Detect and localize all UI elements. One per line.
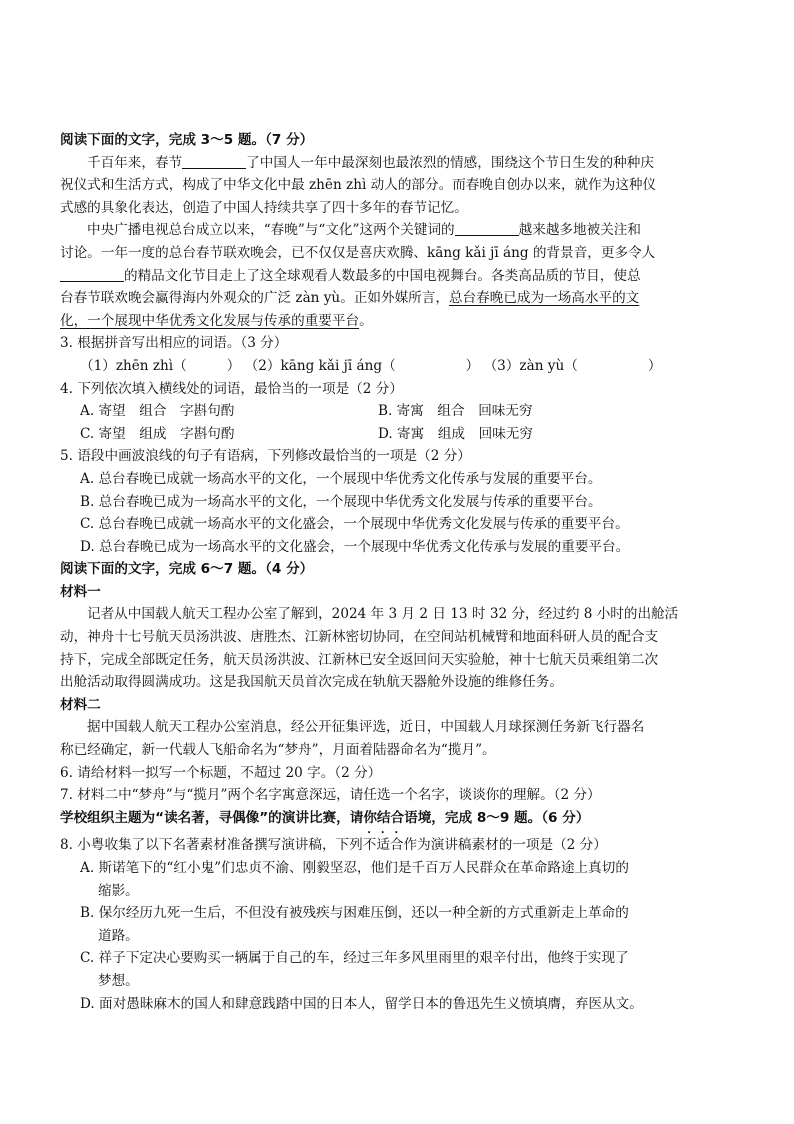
question-7-stem: 7. 材料二中“梦舟”与“揽月”两个名字寓意深远，请任选一个名字，谈谈你的理解。（2 分） xyxy=(60,787,601,804)
question-8-option-c-line1[interactable]: C. 祥子下定决心要购买一辆属于自己的车，经过三年多风里雨里的艰辛付出，他终于实现了 xyxy=(80,950,629,967)
material-2-line2: 称已经确定，新一代载人飞船命名为“梦舟”，月面着陆器命名为“揽月”。 xyxy=(60,742,496,759)
question-5-option-b[interactable]: B. 总台春晚已成为一场高水平的文化，一个展现中华优秀文化发展与传承的重要平台。 xyxy=(80,493,602,510)
question-5-option-d[interactable]: D. 总台春晚已成为一场高水平的文化盛会，一个展现中华优秀文化传承与发展的重要平台。 xyxy=(80,538,630,555)
wavy-underlined-sentence-part1: 总台春晚已成为一场高水平的文 xyxy=(448,290,640,307)
passage1-paragraph2-line4: 台春节联欢晚会赢得海内外观众的广泛 zàn yù。正如外媒所言，总台春晚已成为一场高水平的文 xyxy=(60,290,640,307)
passage1-paragraph2-line5: 化，一个展现中华优秀文化发展与传承的重要平台。 xyxy=(60,312,373,329)
question-5-stem: 5. 语段中画波浪线的句子有语病，下列修改最恰当的一项是（2 分） xyxy=(60,448,471,465)
question-4-option-b[interactable]: B. 寄寓 组合 回味无穷 xyxy=(378,403,533,420)
question-4-option-a[interactable]: A. 寄望 组合 字斟句酌 xyxy=(80,403,235,420)
section1-heading: 阅读下面的文字，完成 3～5 题。（7 分） xyxy=(60,132,314,148)
question-8-option-a-line2: 缩影。 xyxy=(98,882,139,899)
passage1-paragraph2-line3: 的精品文化节目走上了这全球观看人数最多的中国电视舞台。各类高品质的节目，使总 xyxy=(60,265,728,288)
fill-blank-1[interactable] xyxy=(182,154,246,169)
question-8-option-b-line2: 道路。 xyxy=(98,927,139,944)
passage1-paragraph1-line2: 祝仪式和生活方式，构成了中华文化中最 zhēn zhì 动人的部分。而春晚自创办以来，就作为这种仪 xyxy=(60,177,657,194)
question-4-option-c[interactable]: C. 寄望 组成 字斟句酌 xyxy=(80,425,235,442)
section3-heading: 学校组织主题为“读名著，寻偶像”的演讲比赛，请你结合语境，完成 8～9 题。（6 分） xyxy=(60,809,590,826)
question-3-stem: 3. 根据拼音写出相应的词语。（3 分） xyxy=(60,335,288,352)
passage1-paragraph1-line3: 式感的具象化表达，创造了中国人持续共享了四十多年的春节记忆。 xyxy=(60,199,468,216)
material-1-line1: 记者从中国载人航天工程办公室了解到，2024 年 3 月 2 日 13 时 32 分，经过约 8 小时的出舱活 xyxy=(87,606,679,623)
question-4-options-row1 xyxy=(60,400,728,423)
question-8-option-d-line1[interactable]: D. 面对愚昧麻木的国人和肆意践踏中国的日本人，留学日本的鲁迅先生义愤填膺，弃医从文。 xyxy=(80,995,643,1012)
material-1-line2: 动，神舟十七号航天员汤洪波、唐胜杰、江新林密切协同，在空间站机械臂和地面科研人员的配合支 xyxy=(60,629,659,646)
material-1-line4: 出舱活动取得圆满成功。这是我国航天员首次完成在轨航天器舱外设施的维修任务。 xyxy=(60,674,563,691)
fill-blank-2[interactable] xyxy=(455,221,519,236)
passage1-paragraph2-line2: 讨论。一年一度的总台春节联欢晚会，已不仅仅是喜庆欢腾、kāng kǎi jī áng 的背景音，更多令人 xyxy=(60,244,656,261)
exam-page xyxy=(60,129,728,1015)
question-5-option-a[interactable]: A. 总台春晚已成就一场高水平的文化，一个展现中华优秀文化传承与发展的重要平台。 xyxy=(80,470,602,487)
question-8-option-c-line2: 梦想。 xyxy=(98,972,139,989)
fill-blank-3[interactable] xyxy=(60,267,124,282)
material-1-title: 材料一 xyxy=(60,583,101,600)
question-8-option-b-line1[interactable]: B. 保尔经历九死一生后，不但没有被残疾与困难压倒，还以一种全新的方式重新走上革命的 xyxy=(80,905,629,922)
section2-heading: 阅读下面的文字，完成 6～7 题。（4 分） xyxy=(60,561,314,578)
material-1-line3: 持下，完成全部既定任务，航天员汤洪波、江新林已安全返回问天实验舱，神十七航天员乘组第二次 xyxy=(60,651,659,668)
question-8-option-a-line1[interactable]: A. 斯诺笔下的“红小鬼”们忠贞不渝、刚毅坚忍，他们是千百万人民群众在革命路途上真切的 xyxy=(80,860,629,876)
question-3-answers: （1）zhēn zhì（ ） （2）kāng kǎi jī áng（ ） （3）zàn yù（ ） xyxy=(80,357,662,374)
material-2-line1: 据中国载人航天工程办公室消息，经公开征集评选，近日，中国载人月球探测任务新飞行器名 xyxy=(87,719,645,736)
passage1-paragraph2-line1: 中央广播电视总台成立以来，“春晚”与“文化”这两个关键词的 越来越多地被关注和 xyxy=(87,222,641,239)
question-4-options-row2 xyxy=(60,423,728,446)
question-8-stem: 8. 小粤收集了以下名著素材准备撰写演讲稿，下列不适合作为演讲稿素材的一项是（2 分） xyxy=(60,837,607,854)
question-4-option-d[interactable]: D. 寄寓 组成 回味无穷 xyxy=(378,425,533,442)
question-6-stem: 6. 请给材料一拟写一个标题，不超过 20 字。（2 分） xyxy=(60,764,382,781)
question-4-stem: 4. 下列依次填入横线处的词语，最恰当的一项是（2 分） xyxy=(60,380,403,397)
wavy-underlined-sentence-part2: 化，一个展现中华优秀文化发展与传承的重要平台 xyxy=(60,312,360,329)
question-5-option-c[interactable]: C. 总台春晚已成就一场高水平的文化盛会，一个展现中华优秀文化发展与传承的重要平台。 xyxy=(80,516,629,533)
passage1-paragraph1-line1: 千百年来，春节 了中国人一年中最深刻也最浓烈的情感，围绕这个节日生发的种种庆 xyxy=(87,154,654,171)
material-2-title: 材料二 xyxy=(60,696,101,713)
emphasis-dotted-text: 不适合 xyxy=(362,837,404,854)
